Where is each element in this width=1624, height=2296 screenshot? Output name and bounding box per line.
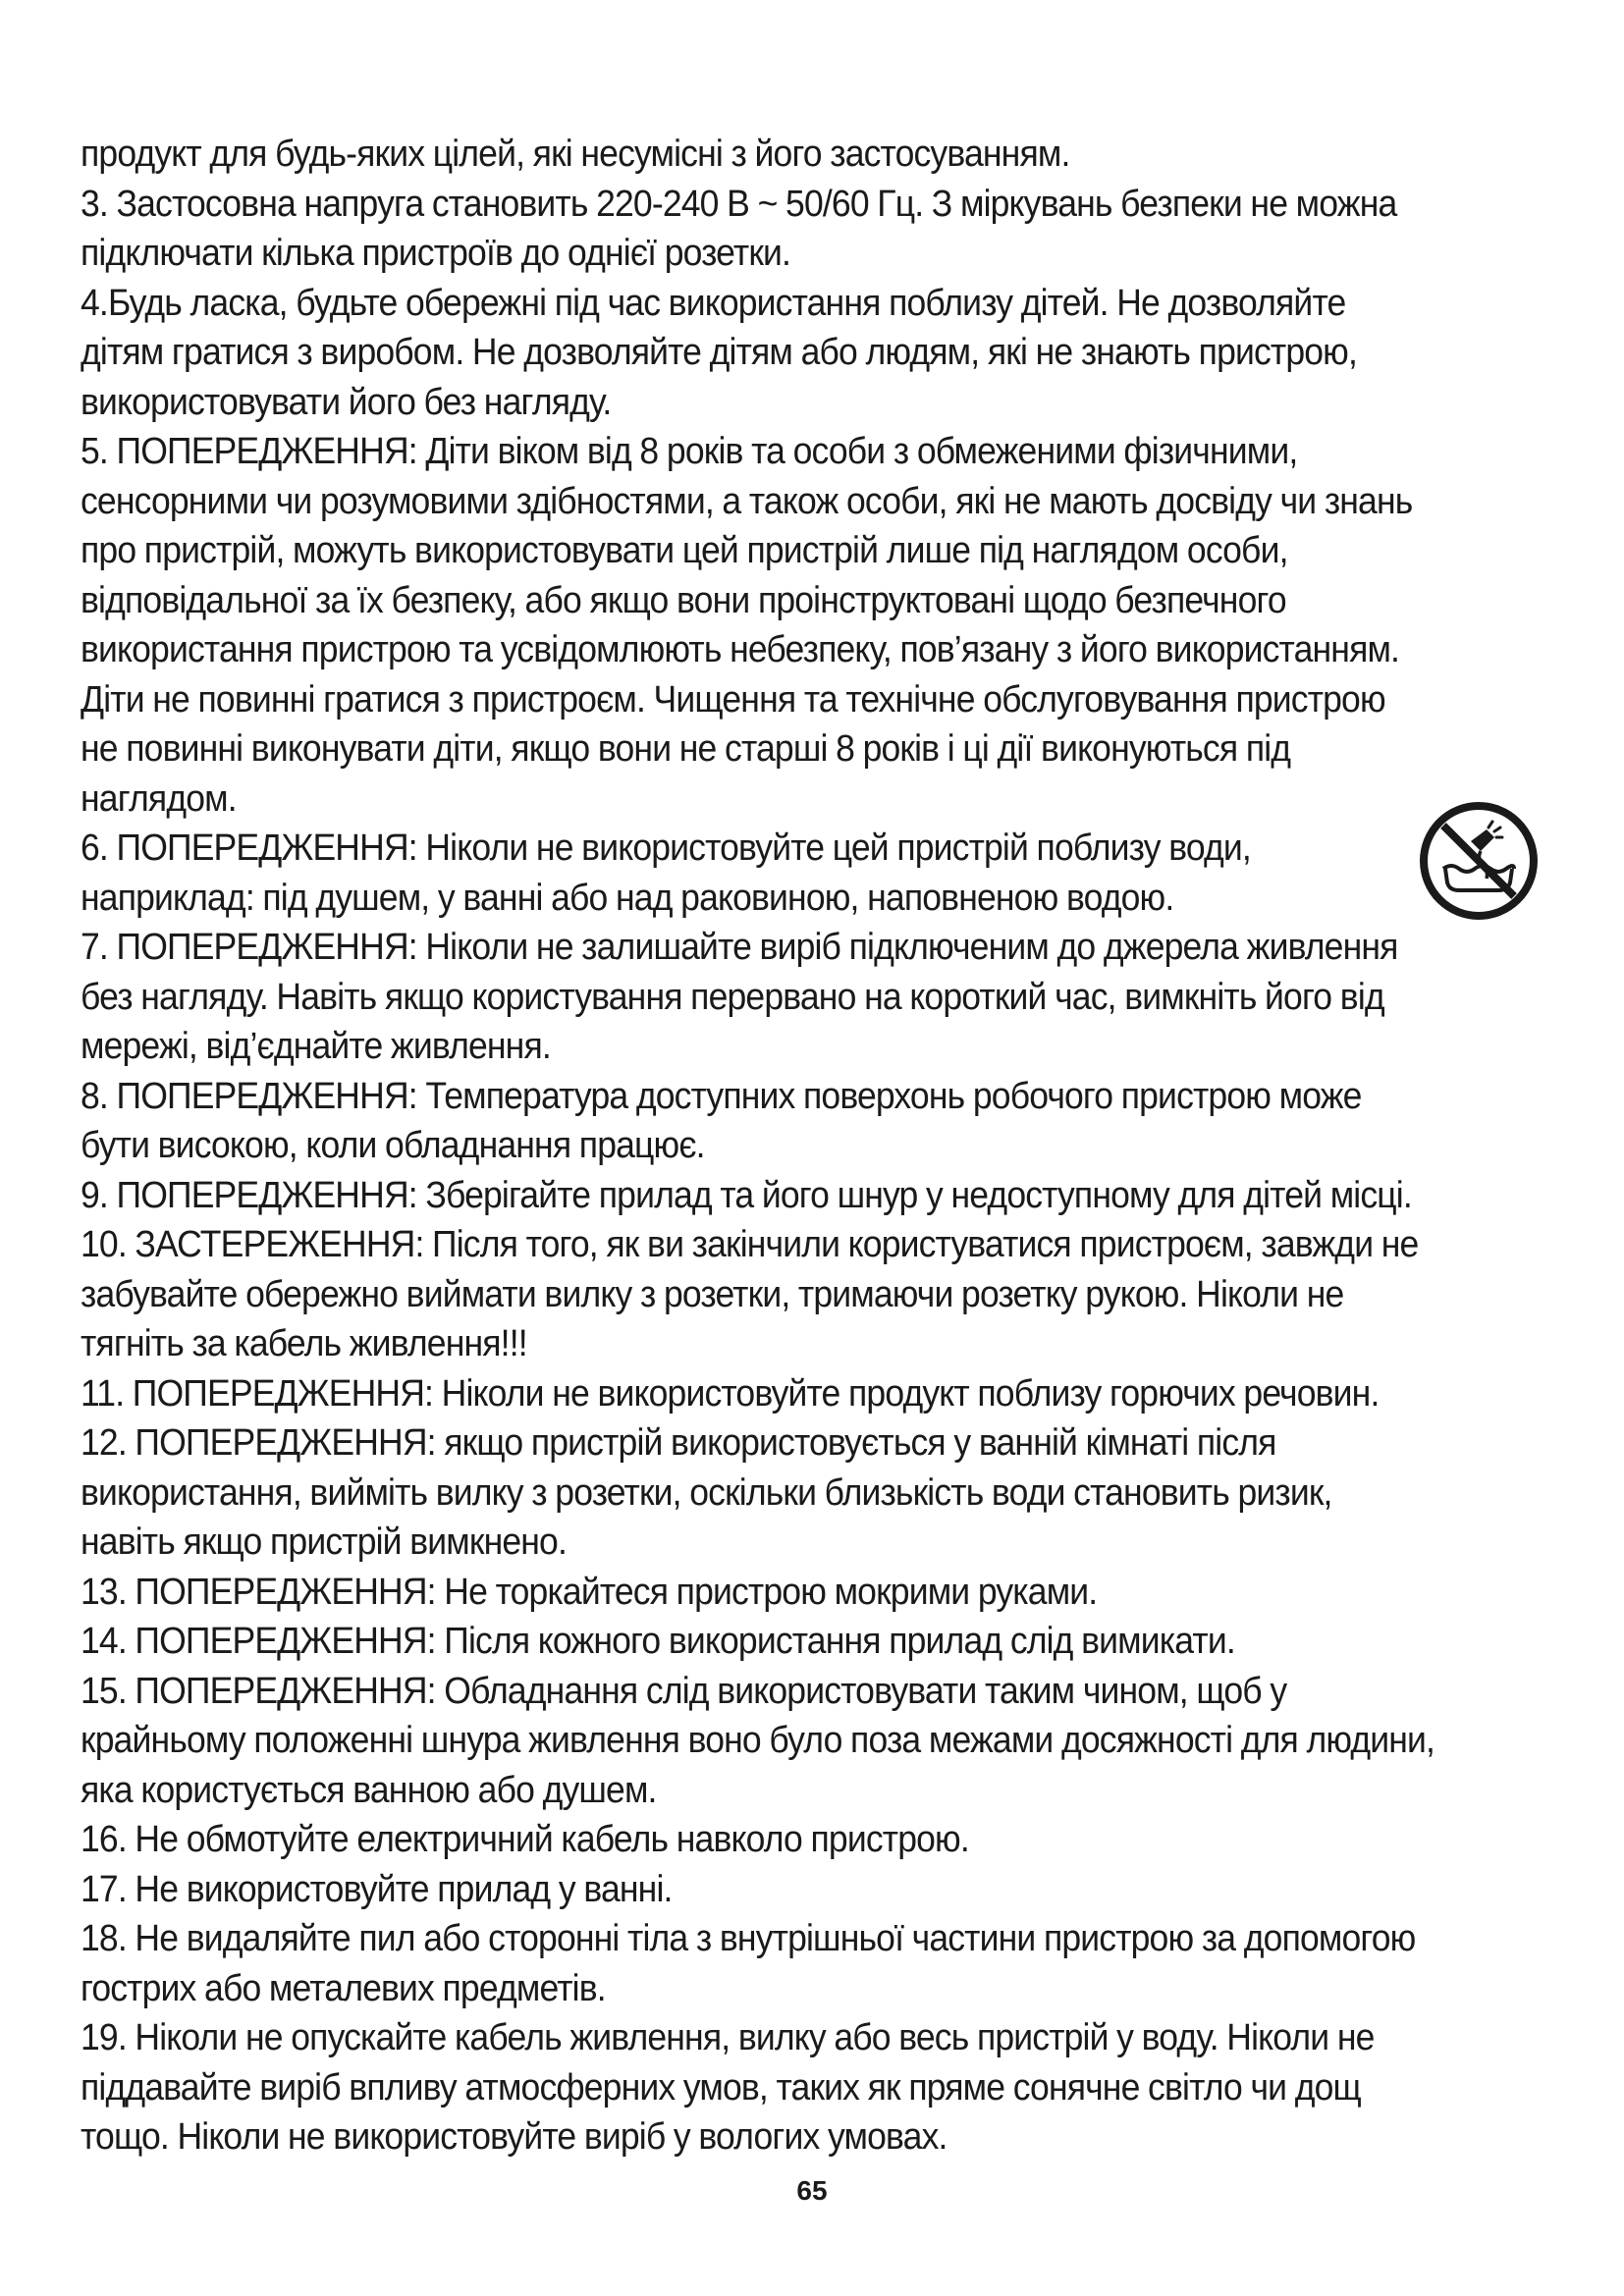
- paragraph-17-bath: 17. Не використовуйте прилад у ванні.: [81, 1868, 673, 1910]
- paragraph-16-cable-wrap: 16. Не обмотуйте електричний кабель навколо пристрою.: [81, 1819, 969, 1860]
- paragraph-continuation: продукт для будь-яких цілей, які несумісні з його застосуванням.: [81, 133, 1070, 175]
- paragraph-5-warning-children: 5. ПОПЕРЕДЖЕННЯ: Діти віком від 8 років та особи з обмеженими фізичними, сенсорними чи розумовими здібностями, а також особи, які не мають досвіду чи знань про пристрій, можуть використовувати цей пристрій лише під наглядом особи, відповідальної за їх безпеку, або якщо вони проінструктовані щодо безпечного використання пристрою та усвідомлюють небезпеку, пов’язану з його використанням. Діти не повинні гратися з пристроєм. Чищення та технічне обслуговування пристрою не повинні виконувати діти, якщо вони не старші 8 років і ці дії виконуються під наглядом.: [81, 431, 1413, 820]
- paragraph-15-warning-cord-reach: 15. ПОПЕРЕДЖЕННЯ: Обладнання слід використовувати таким чином, щоб у крайньому положенні шнура живлення воно було поза межами досяжності для людини, яка користується ванною або душем.: [81, 1670, 1435, 1811]
- paragraph-19-water-immersion: 19. Ніколи не опускайте кабель живлення, вилку або весь пристрій у воду. Ніколи не піддавайте виріб впливу атмосферних умов, таких як пряме сонячне світло чи дощ тощо. Ніколи не використовуйте виріб у вологих умовах.: [81, 2017, 1375, 2158]
- paragraph-4-children: 4.Будь ласка, будьте обережні під час використання поблизу дітей. Не дозволяйте дітям гратися з виробом. Не дозволяйте дітям або людям, які не знають пристрою, використовувати його без нагляду.: [81, 282, 1358, 423]
- paragraph-13-warning-wet-hands: 13. ПОПЕРЕДЖЕННЯ: Не торкайтеся пристрою мокрими руками.: [81, 1571, 1098, 1613]
- paragraph-3-voltage: 3. Застосовна напруга становить 220-240 В ~ 50/60 Гц. З міркувань безпеки не можна підключати кілька пристроїв до однієї розетки.: [81, 183, 1397, 274]
- paragraph-12-warning-bathroom: 12. ПОПЕРЕДЖЕННЯ: якщо пристрій використовується у ванній кімнаті після використання, вийміть вилку з розетки, оскільки близькість води становить ризик, навіть якщо пристрій вимкнено.: [81, 1422, 1332, 1563]
- paragraph-6-warning-water: 6. ПОПЕРЕДЖЕННЯ: Ніколи не використовуйте цей пристрій поблизу води, наприклад: під душем, у ванні або над раковиною, наповненою водою.: [81, 828, 1251, 919]
- paragraph-10-caution-plug: 10. ЗАСТЕРЕЖЕННЯ: Після того, як ви закінчили користуватися пристроєм, завжди не забувайте обережно виймати вилку з розетки, тримаючи розетку рукою. Ніколи не тягніть за кабель живлення!!!: [81, 1224, 1419, 1364]
- safety-instructions-text: [81, 130, 1467, 2163]
- paragraph-8-warning-temperature: 8. ПОПЕРЕДЖЕННЯ: Температура доступних поверхонь робочого пристрою може бути високою, коли обладнання працює.: [81, 1075, 1362, 1166]
- no-use-near-water-icon: [1418, 800, 1540, 922]
- page-number: 65: [796, 2175, 828, 2206]
- paragraph-11-warning-flammable: 11. ПОПЕРЕДЖЕННЯ: Ніколи не використовуйте продукт поблизу горючих речовин.: [81, 1372, 1380, 1415]
- paragraph-18-dust-removal: 18. Не видаляйте пил або сторонні тіла з внутрішньої частини пристрою за допомогою гострих або металевих предметів.: [81, 1918, 1416, 2009]
- paragraph-7-warning-unattended: 7. ПОПЕРЕДЖЕННЯ: Ніколи не залишайте виріб підключеним до джерела живлення без нагляду. Навіть якщо користування перервано на короткий час, вимкніть його від мережі, від’єднайте живлення.: [81, 927, 1398, 1067]
- paragraph-9-warning-storage: 9. ПОПЕРЕДЖЕННЯ: Зберігайте прилад та його шнур у недоступному для дітей місці.: [81, 1174, 1412, 1216]
- paragraph-14-warning-switch-off: 14. ПОПЕРЕДЖЕННЯ: Після кожного використання прилад слід вимикати.: [81, 1621, 1235, 1662]
